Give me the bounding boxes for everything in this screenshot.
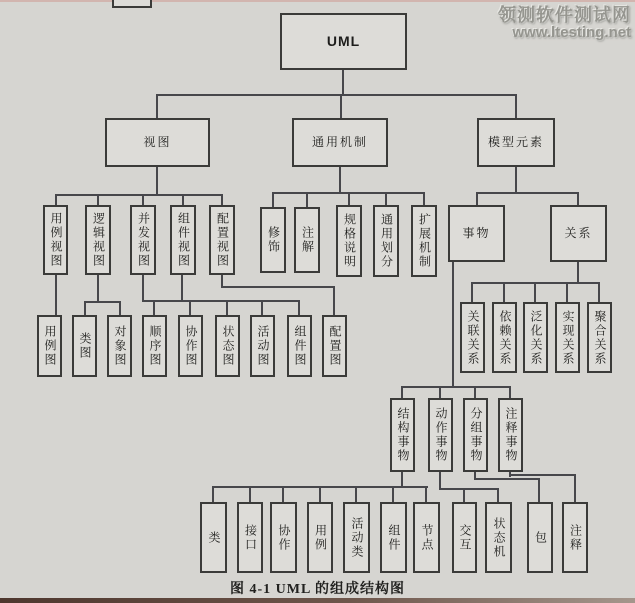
connector-line — [355, 486, 357, 502]
connector-line — [401, 386, 403, 398]
connector-line — [97, 275, 99, 303]
connector-line — [156, 167, 158, 195]
node-logical-view: 逻辑视图 — [85, 205, 111, 275]
node-model-elements: 模型元素 — [477, 118, 555, 167]
connector-line — [439, 386, 441, 398]
connector-line — [97, 194, 99, 205]
node-component-diagram: 组件图 — [287, 315, 312, 377]
connector-line — [474, 478, 540, 480]
connector-line — [497, 488, 499, 502]
node-collaboration-diagram: 协作图 — [178, 315, 203, 377]
connector-line — [142, 300, 300, 302]
connector-line — [55, 194, 223, 196]
connector-line — [156, 94, 517, 96]
connector-line — [142, 194, 144, 205]
node-extension-mechanism: 扩展机制 — [411, 205, 437, 277]
connector-line — [476, 192, 579, 194]
connector-line — [392, 486, 394, 502]
connector-line — [221, 194, 223, 205]
connector-line — [156, 94, 158, 118]
connector-line — [534, 282, 536, 302]
leaf-interaction: 交互 — [452, 502, 477, 573]
connector-line — [515, 167, 517, 194]
connector-line — [425, 486, 427, 502]
connector-line — [272, 192, 274, 207]
leaf-active-class: 活动类 — [343, 502, 370, 573]
connector-line — [189, 300, 191, 315]
watermark-site-name: 领测软件测试网 — [498, 5, 631, 25]
node-grouping-things: 分组事物 — [463, 398, 488, 472]
node-things: 事物 — [448, 205, 505, 262]
node-uml: UML — [280, 13, 407, 70]
connector-line — [476, 192, 478, 206]
page-top-edge — [0, 0, 635, 2]
node-state-diagram: 状态图 — [215, 315, 240, 377]
connector-line — [566, 282, 568, 302]
connector-line — [452, 262, 454, 388]
connector-line — [212, 486, 214, 502]
cropped-box-top — [112, 0, 152, 8]
watermark — [498, 6, 631, 41]
node-class-diagram: 类图 — [72, 315, 97, 377]
connector-line — [319, 486, 321, 502]
connector-line — [598, 282, 600, 302]
connector-line — [339, 167, 341, 194]
node-use-case-diagram: 用例图 — [37, 315, 62, 377]
connector-line — [471, 282, 473, 302]
node-activity-diagram: 活动图 — [250, 315, 275, 377]
connector-line — [463, 488, 465, 502]
leaf-component: 组件 — [380, 502, 407, 573]
connector-line — [503, 282, 505, 302]
connector-line — [55, 194, 57, 205]
leaf-package: 包 — [527, 502, 553, 573]
node-use-case-view: 用例视图 — [43, 205, 68, 275]
connector-line — [153, 300, 155, 315]
connector-line — [55, 275, 57, 315]
connector-line — [84, 301, 86, 315]
node-behavioral-things: 动作事物 — [428, 398, 453, 472]
connector-line — [306, 192, 308, 207]
connector-line — [342, 70, 344, 96]
leaf-node: 节点 — [413, 502, 440, 573]
connector-line — [298, 300, 300, 315]
leaf-collaboration: 协作 — [270, 502, 297, 573]
watermark-url: www.ltesting.net — [512, 23, 631, 41]
connector-line — [423, 192, 425, 206]
connector-line — [348, 192, 350, 206]
node-component-view: 组件视图 — [170, 205, 196, 275]
node-association: 关联关系 — [460, 302, 485, 373]
connector-line — [221, 286, 335, 288]
connector-line — [84, 301, 121, 303]
connector-line — [182, 194, 184, 205]
connector-line — [509, 474, 576, 476]
leaf-use-case: 用例 — [307, 502, 333, 573]
node-annotation: 注解 — [294, 207, 320, 273]
connector-line — [340, 94, 342, 118]
node-annotational-things: 注释事物 — [498, 398, 523, 472]
node-specification: 规格说明 — [336, 205, 362, 277]
leaf-note: 注释 — [562, 502, 588, 573]
connector-line — [261, 300, 263, 315]
connector-line — [401, 386, 511, 388]
node-concurrent-view: 并发视图 — [130, 205, 156, 275]
node-structural-things: 结构事物 — [390, 398, 415, 472]
node-object-diagram: 对象图 — [107, 315, 132, 377]
node-relationships: 关系 — [550, 205, 607, 262]
node-deployment-view: 配置视图 — [209, 205, 235, 275]
node-realization: 实现关系 — [555, 302, 580, 373]
connector-line — [333, 286, 335, 315]
connector-line — [509, 386, 511, 398]
figure-caption: 图 4-1 UML 的组成结构图 — [229, 582, 406, 597]
node-generalization: 泛化关系 — [523, 302, 548, 373]
connector-line — [226, 300, 228, 315]
connector-line — [119, 301, 121, 315]
node-views: 视图 — [105, 118, 210, 167]
connector-line — [515, 94, 517, 118]
connector-line — [439, 488, 499, 490]
connector-line — [282, 486, 284, 502]
leaf-class: 类 — [200, 502, 227, 573]
connector-line — [385, 192, 387, 206]
connector-line — [142, 275, 144, 302]
connector-line — [249, 486, 251, 502]
node-sequence-diagram: 顺序图 — [142, 315, 167, 377]
node-common-division: 通用划分 — [373, 205, 399, 277]
node-decoration: 修饰 — [260, 207, 286, 273]
node-aggregation: 聚合关系 — [587, 302, 612, 373]
connector-line — [577, 192, 579, 206]
leaf-interface: 接口 — [237, 502, 263, 573]
page-bottom-edge — [0, 598, 635, 603]
node-common-mechanisms: 通用机制 — [292, 118, 388, 167]
connector-line — [577, 262, 579, 284]
connector-line — [474, 386, 476, 398]
connector-line — [574, 474, 576, 502]
node-deployment-diagram: 配置图 — [322, 315, 347, 377]
connector-line — [538, 478, 540, 502]
connector-line — [181, 275, 183, 302]
leaf-state-machine: 状态机 — [485, 502, 512, 573]
node-dependency: 依赖关系 — [492, 302, 517, 373]
